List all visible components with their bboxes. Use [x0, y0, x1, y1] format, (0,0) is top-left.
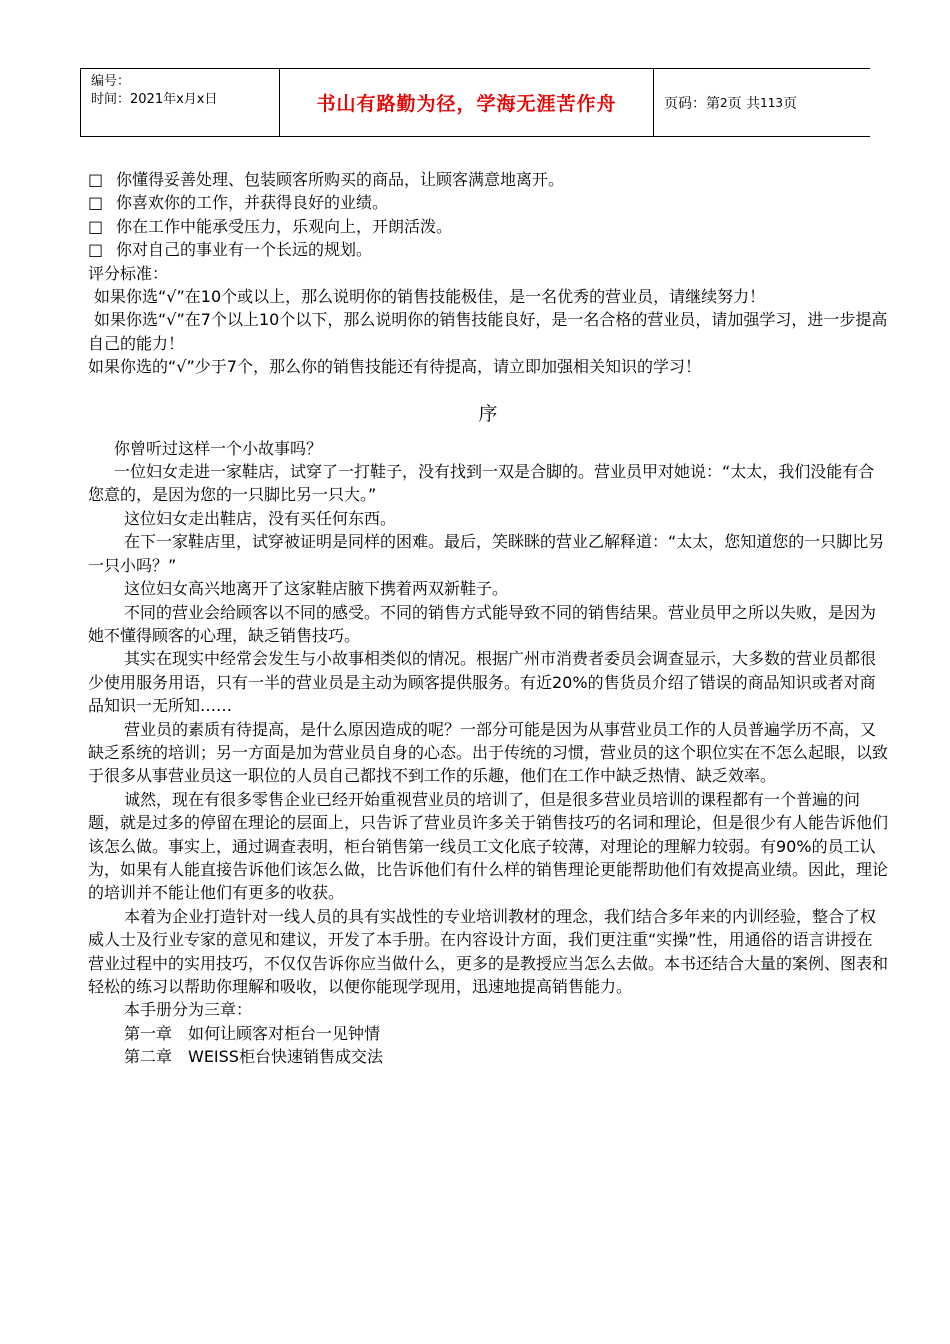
checkbox-icon: □ — [88, 170, 104, 189]
chapter-line: 第二章 WEISS柜台快速销售成交法 — [124, 1047, 383, 1067]
page-mid: 页 共 — [727, 95, 761, 112]
scoring-heading: 评分标准： — [88, 263, 169, 283]
page-total: 113 — [760, 95, 783, 110]
preface-paragraph: 在下一家鞋店里，试穿被证明是同样的困难。最后，笑眯眯的营业乙解释道：“太太，您知道您的一只脚比另一只小吗？” — [88, 532, 885, 575]
checklist-text: 你在工作中能承受压力，乐观向上，开朗活泼。 — [116, 216, 453, 236]
serial-label: 编号： — [91, 74, 131, 89]
preface-paragraph: 不同的营业会给顾客以不同的感受。不同的销售方式能导致不同的销售结果。营业员甲之所以失败，是因为她不懂得顾客的心理，缺乏销售技巧。 — [88, 602, 877, 645]
checklist-text: 你懂得妥善处理、包装顾客所购买的商品，让顾客满意地离开。 — [116, 170, 565, 189]
checklist-text: 你对自己的事业有一个长远的规划。 — [116, 240, 373, 260]
preface-paragraph: 营业员的素质有待提高，是什么原因造成的呢？一部分可能是因为从事营业员工作的人员普遍学历不高，又缺乏系统的培训；另一方面是加为营业员自身的心态。出于传统的习惯，营业员的这个职位实在不怎么起眼，以致于很多从事营业员这一职位的人员自己都找不到工作的乐趣，他们在工作中缺乏热情、缺乏效率。 — [88, 719, 889, 786]
preface-paragraph: 本手册分为三章： — [124, 1000, 253, 1020]
page-suffix: 页 — [783, 95, 797, 112]
checklist-text: 你喜欢你的工作，并获得良好的业绩。 — [116, 193, 389, 213]
chapter-line: 第一章 如何让顾客对柜台一见钟情 — [124, 1023, 381, 1043]
time-label: 时间：2021年x月x日 — [91, 92, 218, 107]
page-counter — [654, 69, 870, 136]
checkbox-icon: □ — [88, 216, 104, 236]
preface-paragraph: 诚然，现在有很多零售企业已经开始重视营业员的培训了，但是很多营业员培训的课程都有一个普遍的问题，就是过多的停留在理论的层面上，只告诉了营业员许多关于销售技巧的名词和理论，但是很少有人能告诉他们该怎么做。事实上，通过调查表明，柜台销售第一线员工文化底子较薄，对理论的理解力较弱。有90%的员工认为，如果有人能直接告诉他们该怎么做，比告诉他们有什么样的销售理论更能帮助他们有效提高业绩。因此，理论的培训并不能让他们有更多的收获。 — [88, 789, 889, 903]
document-body — [88, 168, 888, 1069]
checklist-item — [88, 215, 888, 238]
preface-paragraph: 这位妇女走出鞋店，没有买任何东西。 — [124, 508, 397, 528]
checklist-item — [88, 191, 888, 214]
preface-paragraph: 一位妇女走进一家鞋店，试穿了一打鞋子，没有找到一双是合脚的。营业员甲对她说：“太太，我们没能有合您意的，是因为您的一只脚比另一只大。” — [88, 462, 875, 505]
page-header — [80, 68, 870, 137]
preface-paragraph: 本着为企业打造针对一线人员的具有实战性的专业培训教材的理念，我们结合多年来的内训经验，整合了权威人士及行业专家的意见和建议，开发了本手册。在内容设计方面，我们更注重“实操”性，用通俗的语言讲授在营业过程中的实用技巧，不仅仅告诉你应当做什么，更多的是教授应当怎么去做。本书还结合大量的案例、图表和轻松的练习以帮助你理解和吸收，以便你能现学现用，迅速地提高销售能力。 — [88, 906, 889, 996]
scoring-rule-1: 如果你选“√”在10个或以上，那么说明你的销售技能极佳，是一名优秀的营业员，请继续努力！ — [94, 287, 766, 307]
checkbox-icon: □ — [88, 193, 104, 213]
preface-paragraph: 这位妇女高兴地离开了这家鞋店腋下携着两双新鞋子。 — [124, 579, 509, 599]
preface-paragraph: 其实在现实中经常会发生与小故事相类似的情况。根据广州市消费者委员会调查显示，大多数的营业员都很少使用服务用语，只有一半的营业员是主动为顾客提供服务。有近20%的售货员介绍了错误的商品知识或者对商品知识一无所知…… — [88, 649, 877, 716]
preface-paragraph: 你曾听过这样一个小故事吗？ — [114, 438, 323, 458]
scoring-rule-2: 如果你选“√”在7个以上10个以下，那么说明你的销售技能良好，是一名合格的营业员，请加强学习，进一步提高自己的能力！ — [88, 310, 888, 353]
header-motto: 书山有路勤为径，学海无涯苦作舟 — [280, 69, 654, 136]
checkbox-icon: □ — [88, 240, 104, 260]
preface-title: 序 — [478, 402, 498, 425]
header-meta — [80, 69, 280, 136]
page-prefix: 页码：第 — [664, 95, 720, 112]
checklist-item — [88, 238, 888, 261]
page-current: 2 — [720, 95, 728, 110]
scoring-rule-3: 如果你选的“√”少于7个，那么你的销售技能还有待提高，请立即加强相关知识的学习！ — [88, 357, 701, 377]
checklist-item — [88, 168, 888, 191]
